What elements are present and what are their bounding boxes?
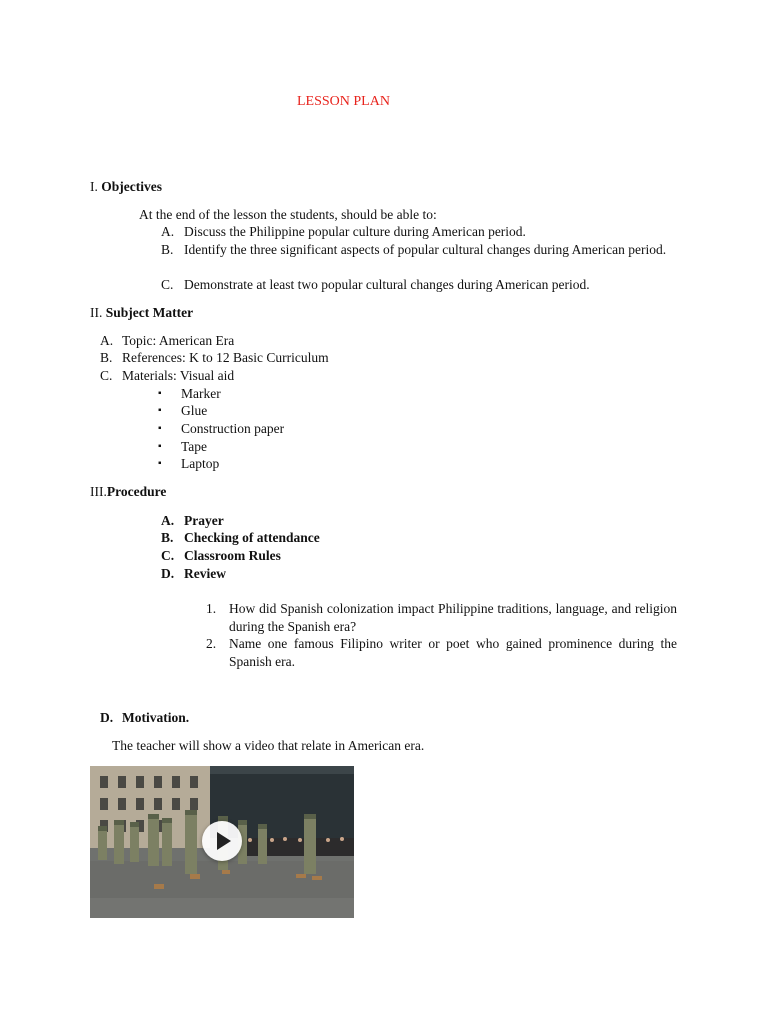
motivation-heading: Motivation. [122,710,190,725]
review-question: Name one famous Filipino writer or poet who gained prominence during the Spanish era. [229,636,677,669]
list-letter: C. [100,368,113,383]
section-title: Objectives [101,179,162,194]
objectives-heading [90,178,162,196]
procedure-heading [90,483,166,501]
procedure-item: Prayer [184,513,224,528]
subject-matter-heading [90,304,193,322]
video-player[interactable] [90,766,354,918]
list-letter: B. [100,350,113,365]
list-letter: A. [161,513,175,528]
list-letter: D. [161,566,175,581]
motivation-text: The teacher will show a video that relate in American era. [112,738,425,753]
play-icon [202,821,242,861]
subject-item: Topic: American Era [122,333,235,348]
section-title: Procedure [106,484,167,499]
page-title: LESSON PLAN [297,94,390,109]
list-letter: D. [100,710,114,725]
procedure-item: Classroom Rules [184,548,281,563]
procedure-item: Checking of attendance [184,530,320,545]
bullet-icon: ▪ [158,423,162,434]
list-letter: B. [161,242,174,257]
bullet-icon: ▪ [158,441,162,452]
list-letter: C. [161,277,174,292]
list-letter: B. [161,530,174,545]
procedure-item: Review [184,566,226,581]
list-letter: C. [161,548,175,563]
material-item: Tape [181,439,208,454]
objective-item: Identify the three significant aspects of popular cultural changes during American period. [184,242,667,257]
list-letter: A. [161,224,175,239]
list-letter: A. [100,333,114,348]
section-title: Subject Matter [105,305,194,320]
bullet-icon: ▪ [158,458,162,469]
subject-item: References: K to 12 Basic Curriculum [122,350,329,365]
objective-item: Discuss the Philippine popular culture during American period. [184,224,526,239]
subject-item: Materials: Visual aid [122,368,235,383]
section-numeral: II. [90,305,103,320]
material-item: Laptop [181,456,220,471]
material-item: Marker [181,386,221,401]
objectives-intro: At the end of the lesson the students, should be able to: [139,207,437,222]
material-item: Construction paper [181,421,285,436]
bullet-icon: ▪ [158,405,162,416]
section-numeral: I. [90,179,98,194]
review-question: How did Spanish colonization impact Philippine traditions, language, and religion during the Spanish era? [229,601,677,634]
section-numeral: III. [90,484,107,499]
question-number: 2. [206,636,217,651]
play-button[interactable] [202,821,242,861]
objective-item: Demonstrate at least two popular cultural changes during American period. [184,277,590,292]
material-item: Glue [181,403,208,418]
question-number: 1. [206,601,217,616]
bullet-icon: ▪ [158,388,162,399]
